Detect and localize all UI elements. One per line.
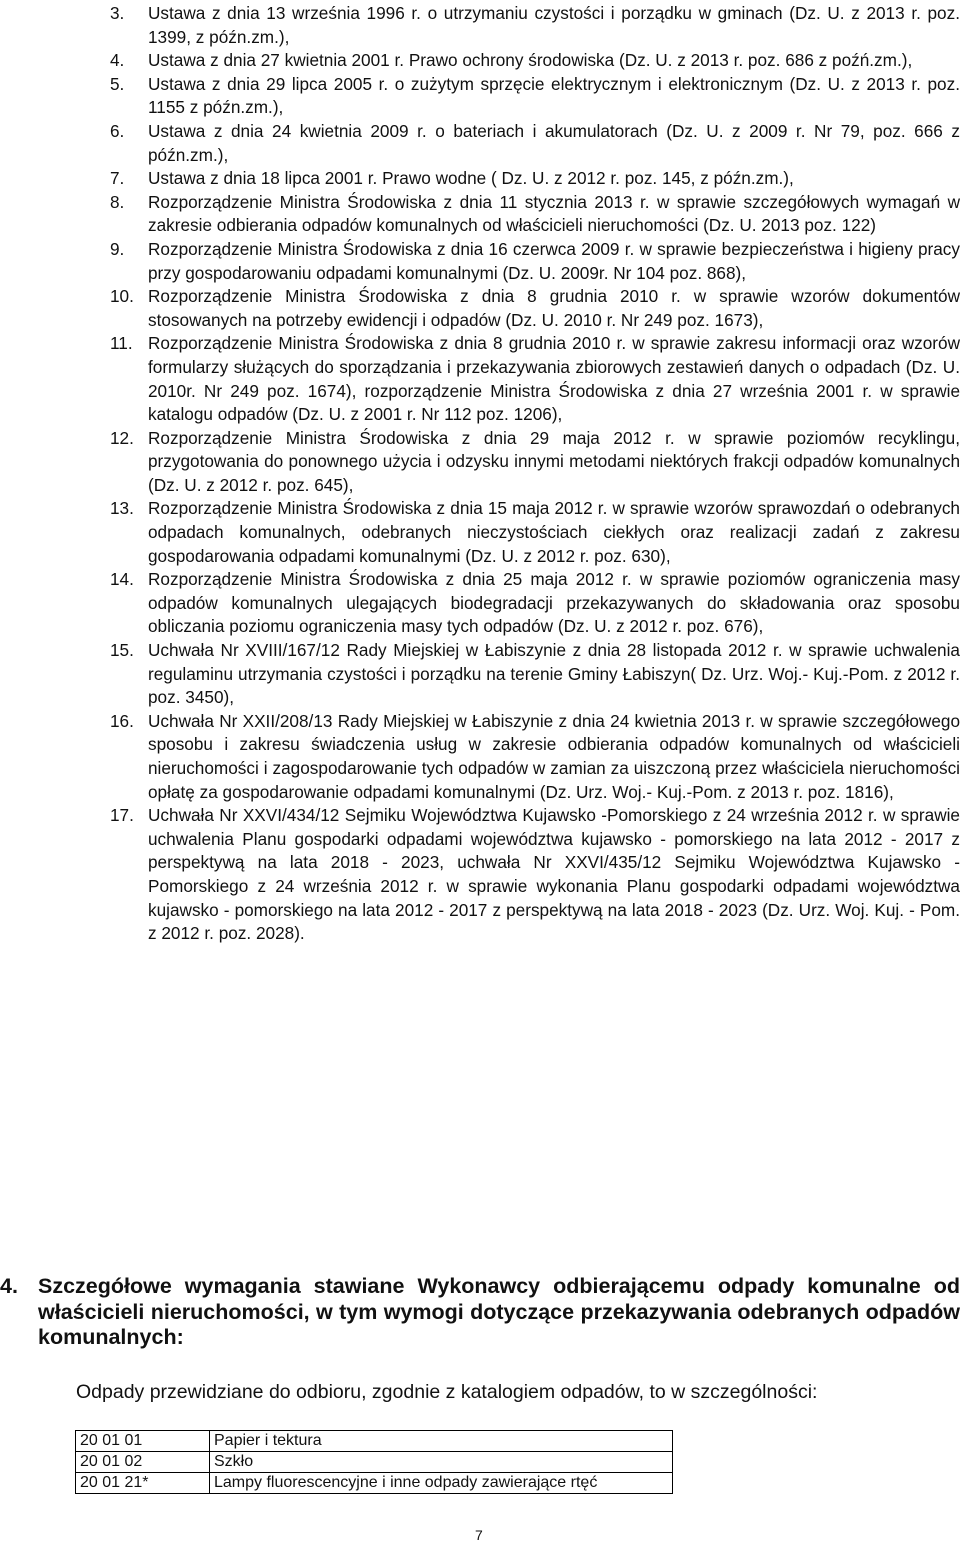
- list-item: [110, 238, 960, 285]
- list-item: [110, 639, 960, 710]
- list-item-text: Ustawa z dnia 29 lipca 2005 r. o zużytym sprzęcie elektrycznym i elektronicznym (Dz. U. z 2013 r. poz. 1155 z późn.zm.),: [148, 73, 960, 118]
- list-item-number: 5.: [110, 73, 125, 94]
- list-item: [110, 710, 960, 804]
- list-item-number: 16.: [110, 710, 134, 731]
- waste-name-cell: Papier i tektura: [210, 1431, 673, 1452]
- list-item: [110, 568, 960, 639]
- list-item: [110, 497, 960, 568]
- waste-code-cell: 20 01 01: [76, 1431, 210, 1452]
- section-number: 4.: [0, 1274, 18, 1298]
- section-heading: [0, 1274, 960, 1351]
- list-item-text: Ustawa z dnia 18 lipca 2001 r. Prawo wodne ( Dz. U. z 2012 r. poz. 145, z późn.zm.),: [148, 168, 794, 189]
- list-item-text: Rozporządzenie Ministra Środowiska z dnia 16 czerwca 2009 r. w sprawie bezpieczeństwa i higieny pracy przy gospodarowaniu odpadami komunalnymi (Dz. U. 2009r. Nr 104 poz. 868),: [148, 238, 960, 283]
- waste-codes-table: [75, 1430, 673, 1494]
- table-row: [76, 1431, 673, 1452]
- list-item: [110, 73, 960, 120]
- list-item-number: 14.: [110, 569, 134, 590]
- list-item: [110, 285, 960, 332]
- list-item-text: Rozporządzenie Ministra Środowiska z dnia 25 maja 2012 r. w sprawie poziomów ograniczenia masy odpadów komunalnych ulegających biodegradacji przekazywanych do składowania oraz sposobu obliczania poziomu ograniczenia masy tych odpadów (Dz. U. z 2012 r. poz. 676),: [148, 569, 960, 637]
- table-row: [76, 1473, 673, 1494]
- list-item-text: Rozporządzenie Ministra Środowiska z dnia 11 stycznia 2013 r. w sprawie szczegółowych wymagań w zakresie odbierania odpadów komunalnych od właścicieli nieruchomości (Dz. U. 2013 poz. 122): [148, 191, 960, 236]
- list-item-text: Rozporządzenie Ministra Środowiska z dnia 29 maja 2012 r. w sprawie poziomów recyklingu, przygotowania do ponownego użycia i odzysku innymi metodami niektórych frakcji odpadów komunalnych (Dz. U. z 2012 r. poz. 645),: [148, 427, 960, 495]
- list-item: [110, 167, 960, 191]
- list-item-text: Uchwała Nr XVIII/167/12 Rady Miejskiej w Łabiszynie z dnia 28 listopada 2012 r. w sprawie uchwalenia regulaminu utrzymania czystości i porządku na terenie Gminy Łabiszyn( Dz. Urz. Woj.- Kuj.-Pom. z 2012 r. poz. 3450),: [148, 640, 960, 708]
- section-title: Szczegółowe wymagania stawiane Wykonawcy odbierającemu odpady komunalne od właścicieli nieruchomości, w tym wymogi dotyczące przekazywania odebranych odpadów komunalnych:: [38, 1274, 960, 1349]
- waste-name-cell: Lampy fluorescencyjne i inne odpady zawierające rtęć: [210, 1473, 673, 1494]
- list-item-number: 8.: [110, 191, 125, 212]
- waste-code-cell: 20 01 02: [76, 1452, 210, 1473]
- list-item-number: 11.: [110, 333, 133, 354]
- intro-paragraph: Odpady przewidziane do odbioru, zgodnie z katalogiem odpadów, to w szczególności:: [76, 1381, 818, 1403]
- list-item-text: Rozporządzenie Ministra Środowiska z dnia 8 grudnia 2010 r. w sprawie wzorów dokumentów stosowanych na potrzeby ewidencji i odpadów (Dz. U. 2010 r. Nr 249 poz. 1673),: [148, 286, 960, 330]
- list-item-number: 7.: [110, 168, 125, 189]
- waste-code-cell: 20 01 21*: [76, 1473, 210, 1494]
- list-item-number: 17.: [110, 805, 134, 826]
- list-item: [110, 120, 960, 167]
- list-item-text: Uchwała Nr XXVI/434/12 Sejmiku Województwa Kujawsko -Pomorskiego z 24 września 2012 r. w sprawie uchwalenia Planu gospodarki odpadami województwa kujawsko - pomorskiego na lata 2012 - 2017 z perspektywą na lata 2018 - 2023, uchwała Nr XXVI/435/12 Sejmiku Województwa Kujawsko - Pomorskiego z 24 września 2012 r. w sprawie wykonania Planu gospodarki odpadami województwa kujawsko - pomorskiego na lata 2012 - 2017 z perspektywą na lata 2018 - 2023 (Dz. Urz. Woj. Kuj. - Pom. z 2012 r. poz. 2028).: [148, 805, 960, 944]
- list-item-number: 4.: [110, 50, 125, 71]
- list-item-text: Ustawa z dnia 24 kwietnia 2009 r. o bateriach i akumulatorach (Dz. U. z 2009 r. Nr 79, poz. 666 z późn.zm.),: [148, 120, 960, 165]
- page-number: 7: [475, 1527, 483, 1543]
- waste-name-cell: Szkło: [210, 1452, 673, 1473]
- list-item-number: 15.: [110, 640, 134, 661]
- list-item: [110, 332, 960, 426]
- list-item-text: Ustawa z dnia 13 września 1996 r. o utrzymaniu czystości i porządku w gminach (Dz. U. z 2013 r. poz. 1399, z późn.zm.),: [148, 3, 960, 47]
- list-item-number: 6.: [110, 120, 125, 141]
- list-item-number: 10.: [110, 286, 134, 307]
- list-item-text: Rozporządzenie Ministra Środowiska z dnia 15 maja 2012 r. w sprawie wzorów sprawozdań o odebranych odpadach komunalnych, odebranych nieczystościach ciekłych oraz realizacji zadań z zakresu gospodarowania odpadami komunalnymi (Dz. U. z 2012 r. poz. 630),: [148, 498, 960, 566]
- list-item: [110, 2, 960, 49]
- list-item-number: 3.: [110, 3, 125, 23]
- list-item-number: 12.: [110, 427, 134, 448]
- table-row: [76, 1452, 673, 1473]
- list-item: [110, 49, 960, 73]
- list-item-number: 9.: [110, 238, 125, 259]
- list-item-text: Ustawa z dnia 27 kwietnia 2001 r. Prawo ochrony środowiska (Dz. U. z 2013 r. poz. 686 z poźń.zm.),: [148, 50, 913, 71]
- legal-acts-list: [110, 2, 960, 946]
- list-item: [110, 804, 960, 946]
- list-item-number: 13.: [110, 498, 134, 519]
- list-item-text: Uchwała Nr XXII/208/13 Rady Miejskiej w Łabiszynie z dnia 24 kwietnia 2013 r. w sprawie szczegółowego sposobu i zakresu świadczenia usług w zakresie odbierania odpadów komunalnych od właścicieli nieruchomości i zagospodarowanie tych odpadów w zamian za uiszczoną przez właściciela nieruchomości opłatę za gospodarowanie odpadami komunalnymi (Dz. Urz. Woj.- Kuj.-Pom. z 2013 r. poz. 1816),: [148, 710, 960, 802]
- list-item: [110, 427, 960, 498]
- list-item-text: Rozporządzenie Ministra Środowiska z dnia 8 grudnia 2010 r. w sprawie zakresu informacji oraz wzorów formularzy służących do sporządzania i przekazywania zbiorowych zestawień danych o odpadach (Dz. U. 2010r. Nr 249 poz. 1674), rozporządzenie Ministra Środowiska z dnia 27 września 2001 r. w sprawie katalogu odpadów (Dz. U. z 2001 r. Nr 112 poz. 1206),: [148, 333, 960, 425]
- list-item: [110, 191, 960, 238]
